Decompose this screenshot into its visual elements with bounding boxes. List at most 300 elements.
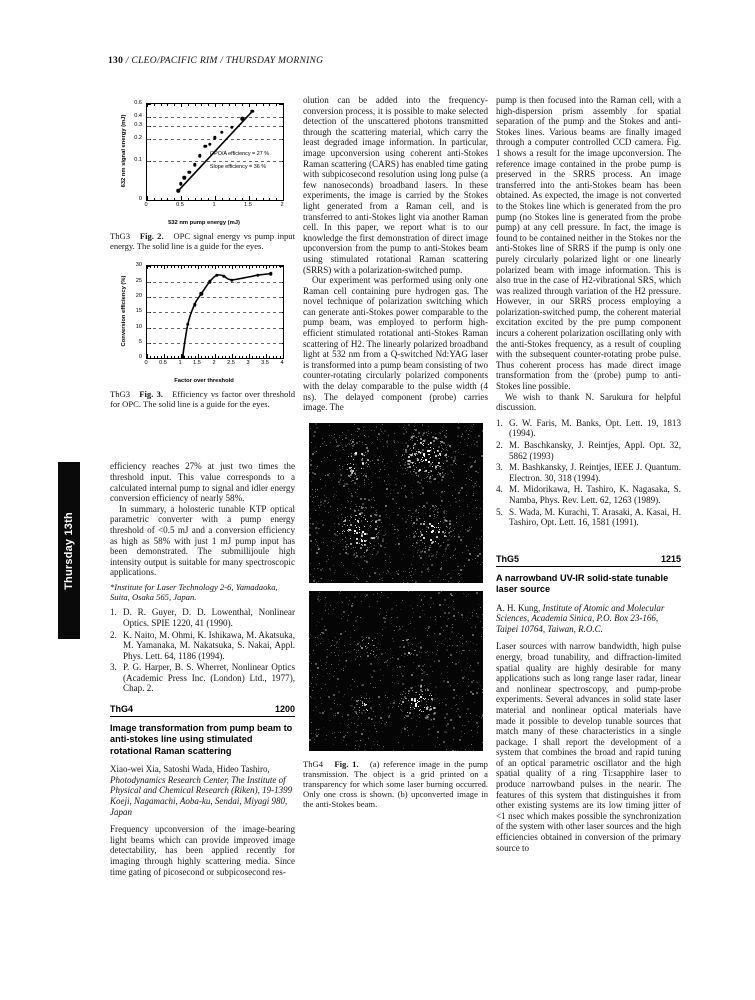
image-speckle xyxy=(312,472,314,474)
image-speckle xyxy=(432,652,433,653)
image-speckle xyxy=(373,687,374,688)
image-speckle xyxy=(462,525,463,526)
image-speckle xyxy=(364,426,365,427)
image-speckle xyxy=(475,500,476,501)
image-speckle xyxy=(471,431,472,432)
image-speckle xyxy=(369,731,370,732)
image-speckle xyxy=(399,508,400,509)
image-speckle xyxy=(394,526,395,527)
image-speckle xyxy=(427,481,428,482)
image-speckle xyxy=(455,549,456,550)
image-speckle xyxy=(470,529,471,530)
image-speckle xyxy=(324,506,325,507)
image-speckle xyxy=(448,612,450,614)
image-speckle xyxy=(409,572,410,573)
image-speckle xyxy=(331,664,332,665)
image-speckle xyxy=(321,703,322,704)
image-speckle xyxy=(402,454,403,455)
column-left xyxy=(110,95,295,877)
image-speckle xyxy=(357,485,358,486)
image-speckle xyxy=(372,486,373,487)
image-speckle xyxy=(338,647,339,648)
image-speckle xyxy=(421,534,423,536)
image-speckle xyxy=(449,520,451,522)
image-speckle xyxy=(458,612,459,613)
image-speckle xyxy=(414,708,415,709)
image-speckle xyxy=(430,450,431,451)
image-speckle xyxy=(339,533,340,534)
image-speckle xyxy=(360,547,362,549)
image-speckle xyxy=(363,710,364,711)
image-speckle xyxy=(411,454,413,456)
image-speckle xyxy=(343,565,344,566)
image-speckle xyxy=(433,440,435,442)
image-speckle xyxy=(402,675,404,677)
image-speckle xyxy=(477,727,478,728)
image-speckle xyxy=(358,650,359,651)
image-speckle xyxy=(397,667,398,668)
image-speckle xyxy=(362,568,363,569)
image-speckle xyxy=(390,648,391,649)
image-speckle xyxy=(423,548,424,549)
image-speckle xyxy=(374,454,376,456)
image-speckle xyxy=(443,542,444,543)
image-speckle xyxy=(370,525,371,526)
image-speckle xyxy=(416,518,417,519)
image-speckle xyxy=(408,424,410,426)
image-speckle xyxy=(443,680,445,682)
image-speckle xyxy=(315,496,316,497)
image-speckle xyxy=(469,430,470,431)
image-speckle xyxy=(446,604,447,605)
image-speckle xyxy=(391,608,393,610)
image-speckle xyxy=(427,651,428,652)
image-speckle xyxy=(342,439,343,440)
image-speckle xyxy=(458,566,459,567)
image-speckle xyxy=(333,548,334,549)
image-speckle xyxy=(386,488,388,490)
image-speckle xyxy=(445,551,446,552)
image-speckle xyxy=(425,698,426,699)
image-speckle xyxy=(350,440,351,441)
image-speckle xyxy=(347,500,348,501)
image-speckle xyxy=(413,672,414,673)
image-speckle xyxy=(462,650,463,651)
image-speckle xyxy=(468,469,469,470)
image-speckle xyxy=(476,485,477,486)
image-speckle xyxy=(371,430,372,431)
image-speckle xyxy=(471,425,472,426)
image-speckle xyxy=(371,709,372,710)
y-tick-label: 0.6 xyxy=(134,100,142,106)
image-speckle xyxy=(413,462,414,463)
image-speckle xyxy=(317,489,318,490)
image-speckle xyxy=(390,713,391,714)
image-speckle xyxy=(332,640,333,641)
image-speckle xyxy=(431,555,433,557)
image-speckle xyxy=(364,750,366,751)
ref-number: 4. xyxy=(496,484,503,495)
image-speckle xyxy=(325,605,326,606)
image-speckle xyxy=(444,491,445,492)
image-speckle xyxy=(413,480,415,482)
image-speckle xyxy=(371,718,373,720)
image-speckle xyxy=(312,489,313,490)
image-speckle xyxy=(413,536,415,538)
image-speckle xyxy=(370,515,372,517)
image-speckle xyxy=(323,727,324,728)
image-speckle xyxy=(402,600,403,601)
image-speckle xyxy=(354,424,355,425)
image-speckle xyxy=(359,472,360,473)
image-speckle xyxy=(342,653,343,654)
image-speckle xyxy=(461,454,462,455)
image-speckle xyxy=(408,735,409,736)
image-speckle xyxy=(415,650,416,651)
image-speckle xyxy=(392,707,393,708)
image-speckle xyxy=(376,512,377,513)
image-speckle xyxy=(376,731,377,732)
image-speckle xyxy=(429,515,431,517)
image-speckle xyxy=(326,497,327,498)
image-speckle xyxy=(310,523,311,524)
image-speckle xyxy=(338,543,339,544)
image-speckle xyxy=(476,519,477,520)
image-speckle xyxy=(412,524,413,525)
image-speckle xyxy=(402,683,404,685)
image-speckle xyxy=(383,675,384,676)
image-speckle xyxy=(368,477,369,478)
image-speckle xyxy=(372,442,373,443)
image-speckle xyxy=(449,535,450,536)
image-speckle xyxy=(314,452,315,453)
image-speckle xyxy=(407,582,408,583)
image-speckle xyxy=(423,518,424,519)
image-speckle xyxy=(356,515,357,516)
image-speckle xyxy=(430,559,431,560)
image-speckle xyxy=(430,539,432,541)
image-speckle xyxy=(310,696,311,697)
y-tick-label: 25 xyxy=(135,277,142,284)
image-speckle xyxy=(439,633,441,635)
image-speckle xyxy=(413,445,414,446)
image-speckle xyxy=(411,571,412,572)
image-speckle xyxy=(407,467,408,468)
image-speckle xyxy=(447,666,448,667)
image-speckle xyxy=(404,666,405,667)
image-speckle xyxy=(361,540,363,542)
image-speckle xyxy=(371,526,372,527)
image-speckle xyxy=(403,449,404,450)
image-speckle xyxy=(454,536,455,537)
image-speckle xyxy=(467,445,468,446)
image-speckle xyxy=(446,546,448,548)
image-speckle xyxy=(406,528,407,529)
image-speckle xyxy=(334,572,335,573)
image-speckle xyxy=(472,736,473,737)
image-speckle xyxy=(449,539,450,540)
image-speckle xyxy=(441,508,442,509)
image-speckle xyxy=(380,469,381,470)
image-speckle xyxy=(347,688,348,689)
image-speckle xyxy=(337,535,338,536)
image-speckle xyxy=(334,732,335,733)
image-speckle xyxy=(335,713,336,714)
image-speckle xyxy=(467,428,468,429)
image-speckle xyxy=(419,710,420,711)
image-speckle xyxy=(444,435,445,436)
image-speckle xyxy=(344,450,345,451)
image-speckle xyxy=(356,704,357,705)
image-speckle xyxy=(377,568,378,569)
image-speckle xyxy=(362,442,363,443)
image-speckle xyxy=(437,737,438,738)
image-speckle xyxy=(321,542,322,543)
image-speckle xyxy=(348,430,349,431)
image-speckle xyxy=(309,527,311,529)
image-speckle xyxy=(380,429,381,430)
image-speckle xyxy=(364,698,365,699)
image-speckle xyxy=(390,658,391,659)
image-speckle xyxy=(400,700,401,701)
image-speckle xyxy=(350,543,352,545)
image-speckle xyxy=(385,534,386,535)
image-speckle xyxy=(355,547,356,548)
image-speckle xyxy=(453,727,455,729)
running-head xyxy=(108,56,688,66)
image-speckle xyxy=(401,698,402,699)
image-speckle xyxy=(419,505,420,506)
image-speckle xyxy=(417,529,418,530)
image-speckle xyxy=(440,616,441,617)
image-speckle xyxy=(441,545,442,546)
image-speckle xyxy=(447,574,448,575)
abstract-header-thg4 xyxy=(110,704,295,717)
image-speckle xyxy=(420,531,421,532)
image-speckle xyxy=(323,542,324,543)
image-speckle xyxy=(316,735,318,737)
image-speckle xyxy=(326,656,328,658)
image-speckle xyxy=(419,482,421,484)
image-speckle xyxy=(400,709,401,710)
image-speckle xyxy=(361,521,362,522)
image-speckle xyxy=(340,732,341,733)
image-speckle xyxy=(397,514,399,516)
image-speckle xyxy=(424,478,425,479)
image-speckle xyxy=(446,430,447,431)
image-speckle xyxy=(451,631,453,633)
image-speckle xyxy=(381,530,382,531)
image-speckle xyxy=(372,472,373,473)
image-speckle xyxy=(417,702,418,703)
image-speckle xyxy=(336,450,337,451)
image-speckle xyxy=(431,525,433,527)
image-speckle xyxy=(372,567,373,568)
image-speckle xyxy=(315,423,317,425)
image-speckle xyxy=(425,690,426,691)
image-speckle xyxy=(310,574,311,575)
image-speckle xyxy=(352,448,353,449)
image-speckle xyxy=(350,463,351,464)
image-speckle xyxy=(466,713,467,714)
image-speckle xyxy=(413,447,414,448)
image-speckle xyxy=(433,531,434,532)
image-speckle xyxy=(321,665,322,666)
image-speckle xyxy=(428,659,429,660)
image-speckle xyxy=(442,448,443,449)
image-speckle xyxy=(416,519,418,521)
image-speckle xyxy=(415,449,416,450)
image-speckle xyxy=(388,496,389,497)
image-speckle xyxy=(355,431,356,432)
image-speckle xyxy=(364,544,366,546)
image-speckle xyxy=(407,727,408,728)
image-speckle xyxy=(410,705,411,706)
image-speckle xyxy=(446,433,447,434)
image-speckle xyxy=(466,693,467,694)
image-speckle xyxy=(429,483,430,484)
image-speckle xyxy=(335,737,336,738)
image-speckle xyxy=(384,723,386,725)
image-speckle xyxy=(386,573,387,574)
ref-number: 3. xyxy=(496,462,503,473)
image-speckle xyxy=(469,612,470,613)
image-speckle xyxy=(458,449,459,450)
image-speckle xyxy=(347,469,348,470)
image-speckle xyxy=(397,471,398,472)
image-speckle xyxy=(455,663,457,665)
image-speckle xyxy=(320,599,321,600)
image-speckle xyxy=(310,518,311,519)
image-speckle xyxy=(474,505,475,506)
image-speckle xyxy=(366,462,367,463)
image-speckle xyxy=(413,574,414,575)
image-speckle xyxy=(476,471,477,472)
image-speckle xyxy=(375,521,377,523)
image-speckle xyxy=(406,470,407,471)
image-speckle xyxy=(315,663,317,665)
image-speckle xyxy=(472,616,473,617)
image-speckle xyxy=(403,646,405,648)
image-speckle xyxy=(327,457,328,458)
image-speckle xyxy=(416,646,417,647)
image-speckle xyxy=(461,731,462,732)
image-speckle xyxy=(361,535,363,537)
image-speckle xyxy=(413,662,414,663)
image-speckle xyxy=(310,540,312,542)
image-speckle xyxy=(315,637,316,638)
image-speckle xyxy=(335,439,337,441)
image-speckle xyxy=(410,439,411,440)
image-speckle xyxy=(396,450,397,451)
image-speckle xyxy=(404,653,406,655)
image-speckle xyxy=(420,684,422,686)
image-speckle xyxy=(366,648,367,649)
image-speckle xyxy=(373,497,374,498)
image-speckle xyxy=(353,575,354,576)
image-speckle xyxy=(461,573,462,574)
y-tick-label: 0.1 xyxy=(134,157,142,164)
image-speckle xyxy=(343,480,344,481)
image-speckle xyxy=(411,474,412,475)
image-speckle xyxy=(456,464,457,465)
image-speckle xyxy=(369,698,370,699)
image-speckle xyxy=(361,473,362,474)
image-speckle xyxy=(433,718,435,720)
image-speckle xyxy=(450,557,451,558)
image-speckle xyxy=(344,524,345,525)
image-speckle xyxy=(424,614,425,615)
image-speckle xyxy=(380,441,381,442)
image-speckle xyxy=(441,627,442,628)
image-speckle xyxy=(423,510,424,511)
image-speckle xyxy=(375,638,376,639)
image-speckle xyxy=(452,535,453,536)
image-speckle xyxy=(433,448,434,449)
image-speckle xyxy=(364,482,365,483)
image-speckle xyxy=(459,506,460,507)
image-speckle xyxy=(423,537,425,539)
image-speckle xyxy=(377,601,378,602)
image-speckle xyxy=(347,573,348,574)
image-speckle xyxy=(346,549,347,550)
image-speckle xyxy=(355,620,357,622)
image-speckle xyxy=(329,673,330,674)
abstract-authors-thg4 xyxy=(110,764,295,817)
image-speckle xyxy=(400,482,401,483)
image-speckle xyxy=(403,507,404,508)
image-speckle xyxy=(466,558,467,559)
image-speckle xyxy=(436,536,438,538)
image-speckle xyxy=(407,469,408,470)
image-speckle xyxy=(473,491,474,492)
image-speckle xyxy=(382,577,383,578)
image-speckle xyxy=(418,550,419,551)
image-speckle xyxy=(381,455,382,456)
image-speckle xyxy=(415,686,416,687)
image-speckle xyxy=(379,471,380,472)
image-speckle xyxy=(456,522,457,523)
image-speckle xyxy=(335,570,336,571)
image-speckle xyxy=(318,596,319,597)
image-speckle xyxy=(412,580,413,581)
image-speckle xyxy=(476,692,478,694)
image-speckle xyxy=(448,607,449,608)
image-speckle xyxy=(404,485,406,487)
image-speckle xyxy=(478,604,479,605)
image-speckle xyxy=(448,581,449,582)
image-speckle xyxy=(355,748,356,749)
image-speckle xyxy=(410,605,411,606)
image-speckle xyxy=(374,514,375,515)
image-speckle xyxy=(464,426,465,427)
image-speckle xyxy=(378,532,379,533)
image-speckle xyxy=(366,693,367,694)
image-speckle xyxy=(357,496,358,497)
image-speckle xyxy=(359,712,360,713)
list-item xyxy=(110,630,295,662)
image-speckle xyxy=(446,560,447,561)
image-speckle xyxy=(310,459,311,460)
image-speckle xyxy=(370,558,371,559)
image-speckle xyxy=(358,749,359,750)
image-speckle xyxy=(336,495,337,496)
y-tick xyxy=(147,358,151,359)
image-speckle xyxy=(388,571,389,572)
image-speckle xyxy=(365,596,366,597)
image-speckle xyxy=(367,521,368,522)
abstract-title-thg5: A narrowband UV-IR solid-state tunable laser source xyxy=(496,572,669,595)
